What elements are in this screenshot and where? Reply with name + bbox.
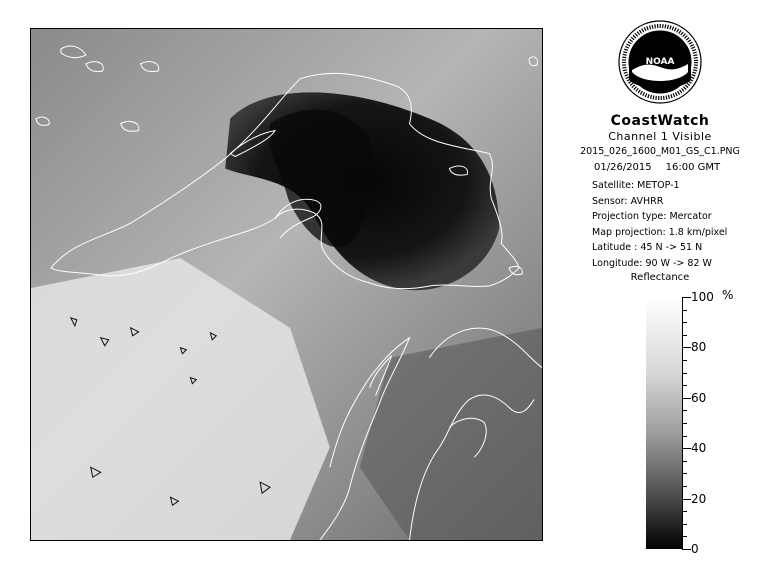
colorbar-tick-label: 100 (691, 290, 714, 304)
noaa-seal-icon (618, 20, 702, 104)
colorbar-tick-label: 80 (691, 340, 707, 355)
image-time: 16:00 GMT (665, 162, 721, 173)
colorbar-minor-tick (682, 423, 687, 424)
longitude-info: Longitude: 90 W -> 82 W (592, 257, 712, 269)
channel-subtitle: Channel 1 Visible (608, 130, 712, 143)
satellite-map (31, 29, 542, 540)
projection-type-info: Projection type: Mercator (592, 211, 712, 222)
colorbar-minor-tick (682, 360, 687, 361)
colorbar-tick-label: 60 (691, 390, 707, 405)
colorbar-major-tick (682, 297, 691, 298)
colorbar-minor-tick (682, 511, 687, 512)
colorbar-minor-tick (682, 373, 687, 374)
colorbar-tick-label: 0 (691, 542, 699, 556)
colorbar-major-tick (682, 448, 691, 449)
satellite-image (30, 28, 543, 541)
noaa-logo (618, 20, 702, 104)
colorbar-minor-tick (682, 385, 687, 386)
colorbar-tick-label: 20 (691, 491, 707, 506)
reflectance-colorbar (646, 297, 682, 549)
colorbar-minor-tick (682, 461, 687, 462)
colorbar-minor-tick (682, 536, 687, 537)
colorbar-minor-tick (682, 473, 687, 474)
colorbar-major-tick (682, 499, 691, 500)
colorbar-minor-tick (682, 322, 687, 323)
date-time-line (594, 162, 720, 173)
colorbar-minor-tick (682, 436, 687, 437)
colorbar-unit: % (722, 288, 734, 302)
svg-text:NOAA: NOAA (645, 57, 675, 67)
colorbar-minor-tick (682, 410, 687, 411)
colorbar-major-tick (682, 347, 691, 348)
legend-title: Reflectance (630, 272, 690, 283)
latitude-info: Latitude : 45 N -> 51 N (592, 242, 703, 253)
map-projection-info: Map projection: 1.8 km/pixel (592, 226, 728, 238)
satellite-info: Satellite: METOP-1 (592, 180, 680, 191)
metadata-list (592, 178, 727, 271)
sensor-info: Sensor: AVHRR (592, 195, 664, 207)
colorbar-minor-tick (682, 310, 687, 311)
colorbar-ticks (682, 290, 742, 556)
colorbar-minor-tick (682, 486, 687, 487)
colorbar-minor-tick (682, 335, 687, 336)
colorbar-minor-tick (682, 524, 687, 525)
colorbar-major-tick (682, 398, 691, 399)
colorbar-tick-label: 40 (691, 441, 707, 456)
colorbar-major-tick (682, 549, 691, 550)
product-title: CoastWatch (610, 113, 710, 129)
image-date: 01/26/2015 (594, 162, 652, 173)
image-filename: 2015_026_1600_M01_GS_C1.PNG (580, 146, 740, 157)
